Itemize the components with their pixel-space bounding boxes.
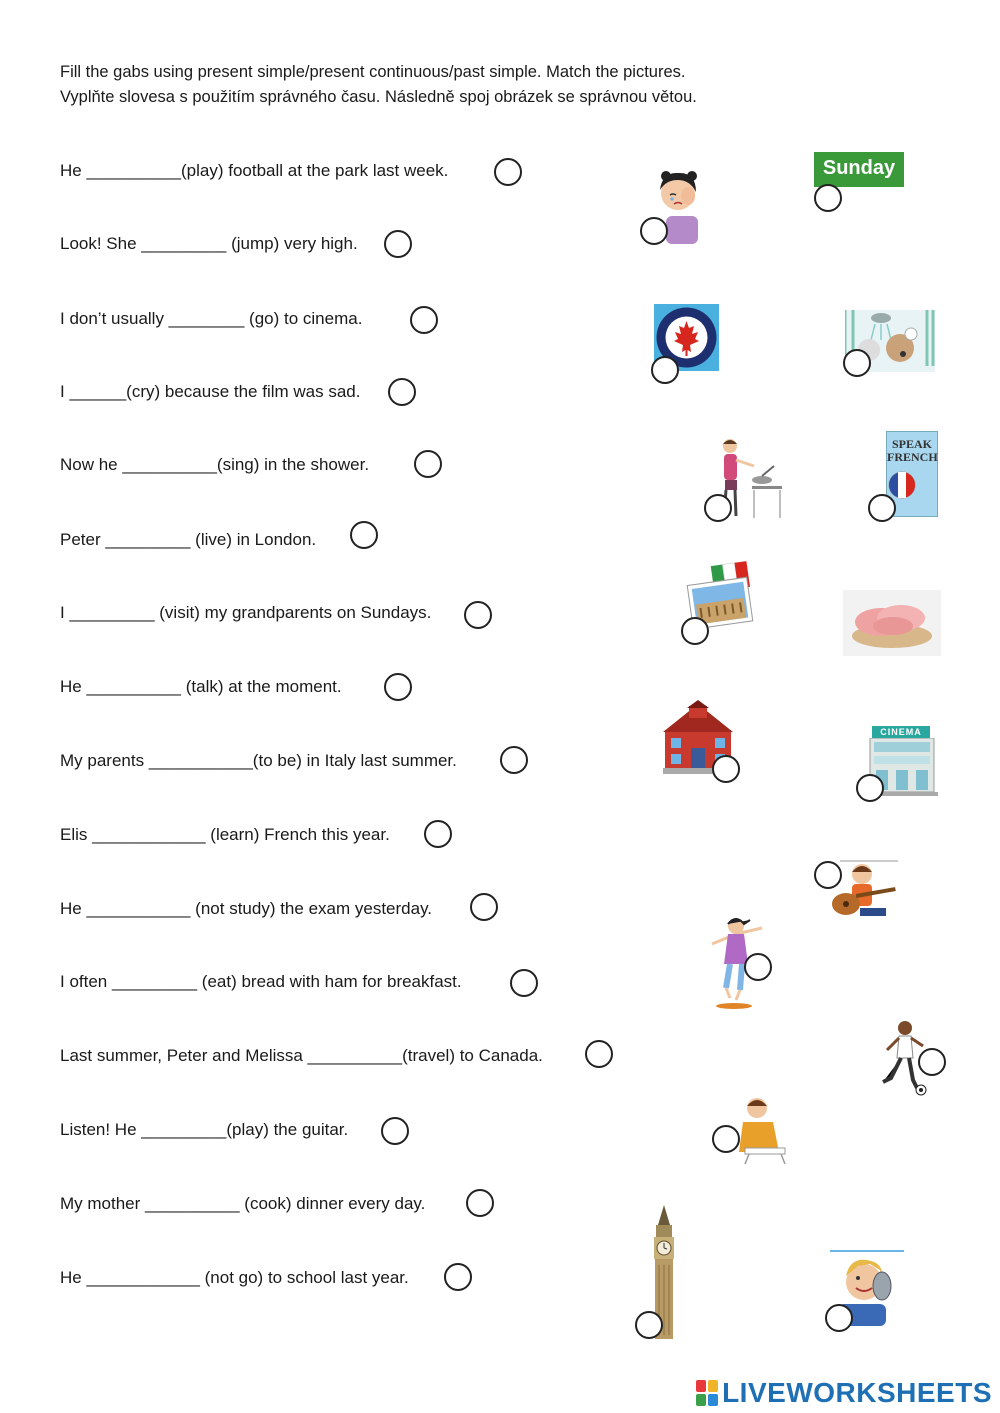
sentence-10: Elis ____________ (learn) French this year. [60,825,390,844]
sunday-label: Sunday [814,152,904,187]
sentence-3: I don’t usually ________ (go) to cinema. [60,309,363,328]
sentence-14: Listen! He _________(play) the guitar. [60,1120,349,1139]
picture-circle-crying-girl[interactable] [640,217,668,245]
answer-circle-1[interactable] [494,158,522,186]
boy-studying-picture [735,1096,791,1164]
sunday-sign-picture [814,152,904,187]
picture-circle-football[interactable] [918,1048,946,1076]
instruction-english: Fill the gabs using present simple/present continuous/past simple. Match the pictures. [60,63,686,81]
picture-circle-school[interactable] [712,755,740,783]
sentence-9: My parents ___________(to be) in Italy last summer. [60,751,457,770]
picture-circle-phone[interactable] [825,1304,853,1332]
instruction-czech: Vyplňte slovesa s použitím správného času. Následně spoj obrázek se správnou větou. [60,88,697,106]
picture-circle-cooking[interactable] [704,494,732,522]
picture-circle-studying[interactable] [712,1125,740,1153]
answer-circle-16[interactable] [444,1263,472,1291]
picture-circle-french-book[interactable] [868,494,896,522]
answer-circle-9[interactable] [500,746,528,774]
french-flag-icon [887,470,917,500]
answer-circle-4[interactable] [388,378,416,406]
sentence-6: Peter _________ (live) in London. [60,530,317,549]
picture-circle-guitar[interactable] [814,861,842,889]
picture-circle-shower[interactable] [843,349,871,377]
sentence-2: Look! She _________ (jump) very high. [60,234,358,253]
speak-label: SPEAK [891,437,932,451]
picture-circle-italy[interactable] [681,617,709,645]
liveworksheets-logo-text: LIVEWORKSHEETS [722,1377,992,1408]
answer-circle-5[interactable] [414,450,442,478]
liveworksheets-logo [696,1376,992,1410]
ham-bread-picture [843,590,941,656]
answer-circle-6[interactable] [350,521,378,549]
sentence-15: My mother __________ (cook) dinner every day. [60,1194,426,1213]
sentence-12: I often _________ (eat) bread with ham for breakfast. [60,972,462,991]
sentence-4: I ______(cry) because the film was sad. [60,382,361,401]
answer-circle-12[interactable] [510,969,538,997]
answer-circle-14[interactable] [381,1117,409,1145]
sentence-7: I _________ (visit) my grandparents on Sundays. [60,603,432,622]
sentence-11: He ___________ (not study) the exam yesterday. [60,899,433,918]
french-label: FRENCH [887,450,938,464]
answer-circle-3[interactable] [410,306,438,334]
answer-circle-15[interactable] [466,1189,494,1217]
picture-circle-cinema[interactable] [856,774,884,802]
answer-circle-11[interactable] [470,893,498,921]
answer-circle-13[interactable] [585,1040,613,1068]
picture-circle-canada[interactable] [651,356,679,384]
answer-circle-10[interactable] [424,820,452,848]
sentence-13: Last summer, Peter and Melissa __________(travel) to Canada. [60,1046,543,1065]
sentence-16: He ____________ (not go) to school last year. [60,1268,409,1287]
answer-circle-2[interactable] [384,230,412,258]
sentence-1: He __________(play) football at the park last week. [60,161,449,180]
picture-circle-sunday[interactable] [814,184,842,212]
answer-circle-8[interactable] [384,673,412,701]
sentence-8: He __________ (talk) at the moment. [60,677,342,696]
picture-circle-big-ben[interactable] [635,1311,663,1339]
liveworksheets-logo-icon [696,1380,718,1406]
cinema-label: CINEMA [872,726,930,738]
answer-circle-7[interactable] [464,601,492,629]
sentence-5: Now he __________(sing) in the shower. [60,455,370,474]
picture-circle-jumping[interactable] [744,953,772,981]
